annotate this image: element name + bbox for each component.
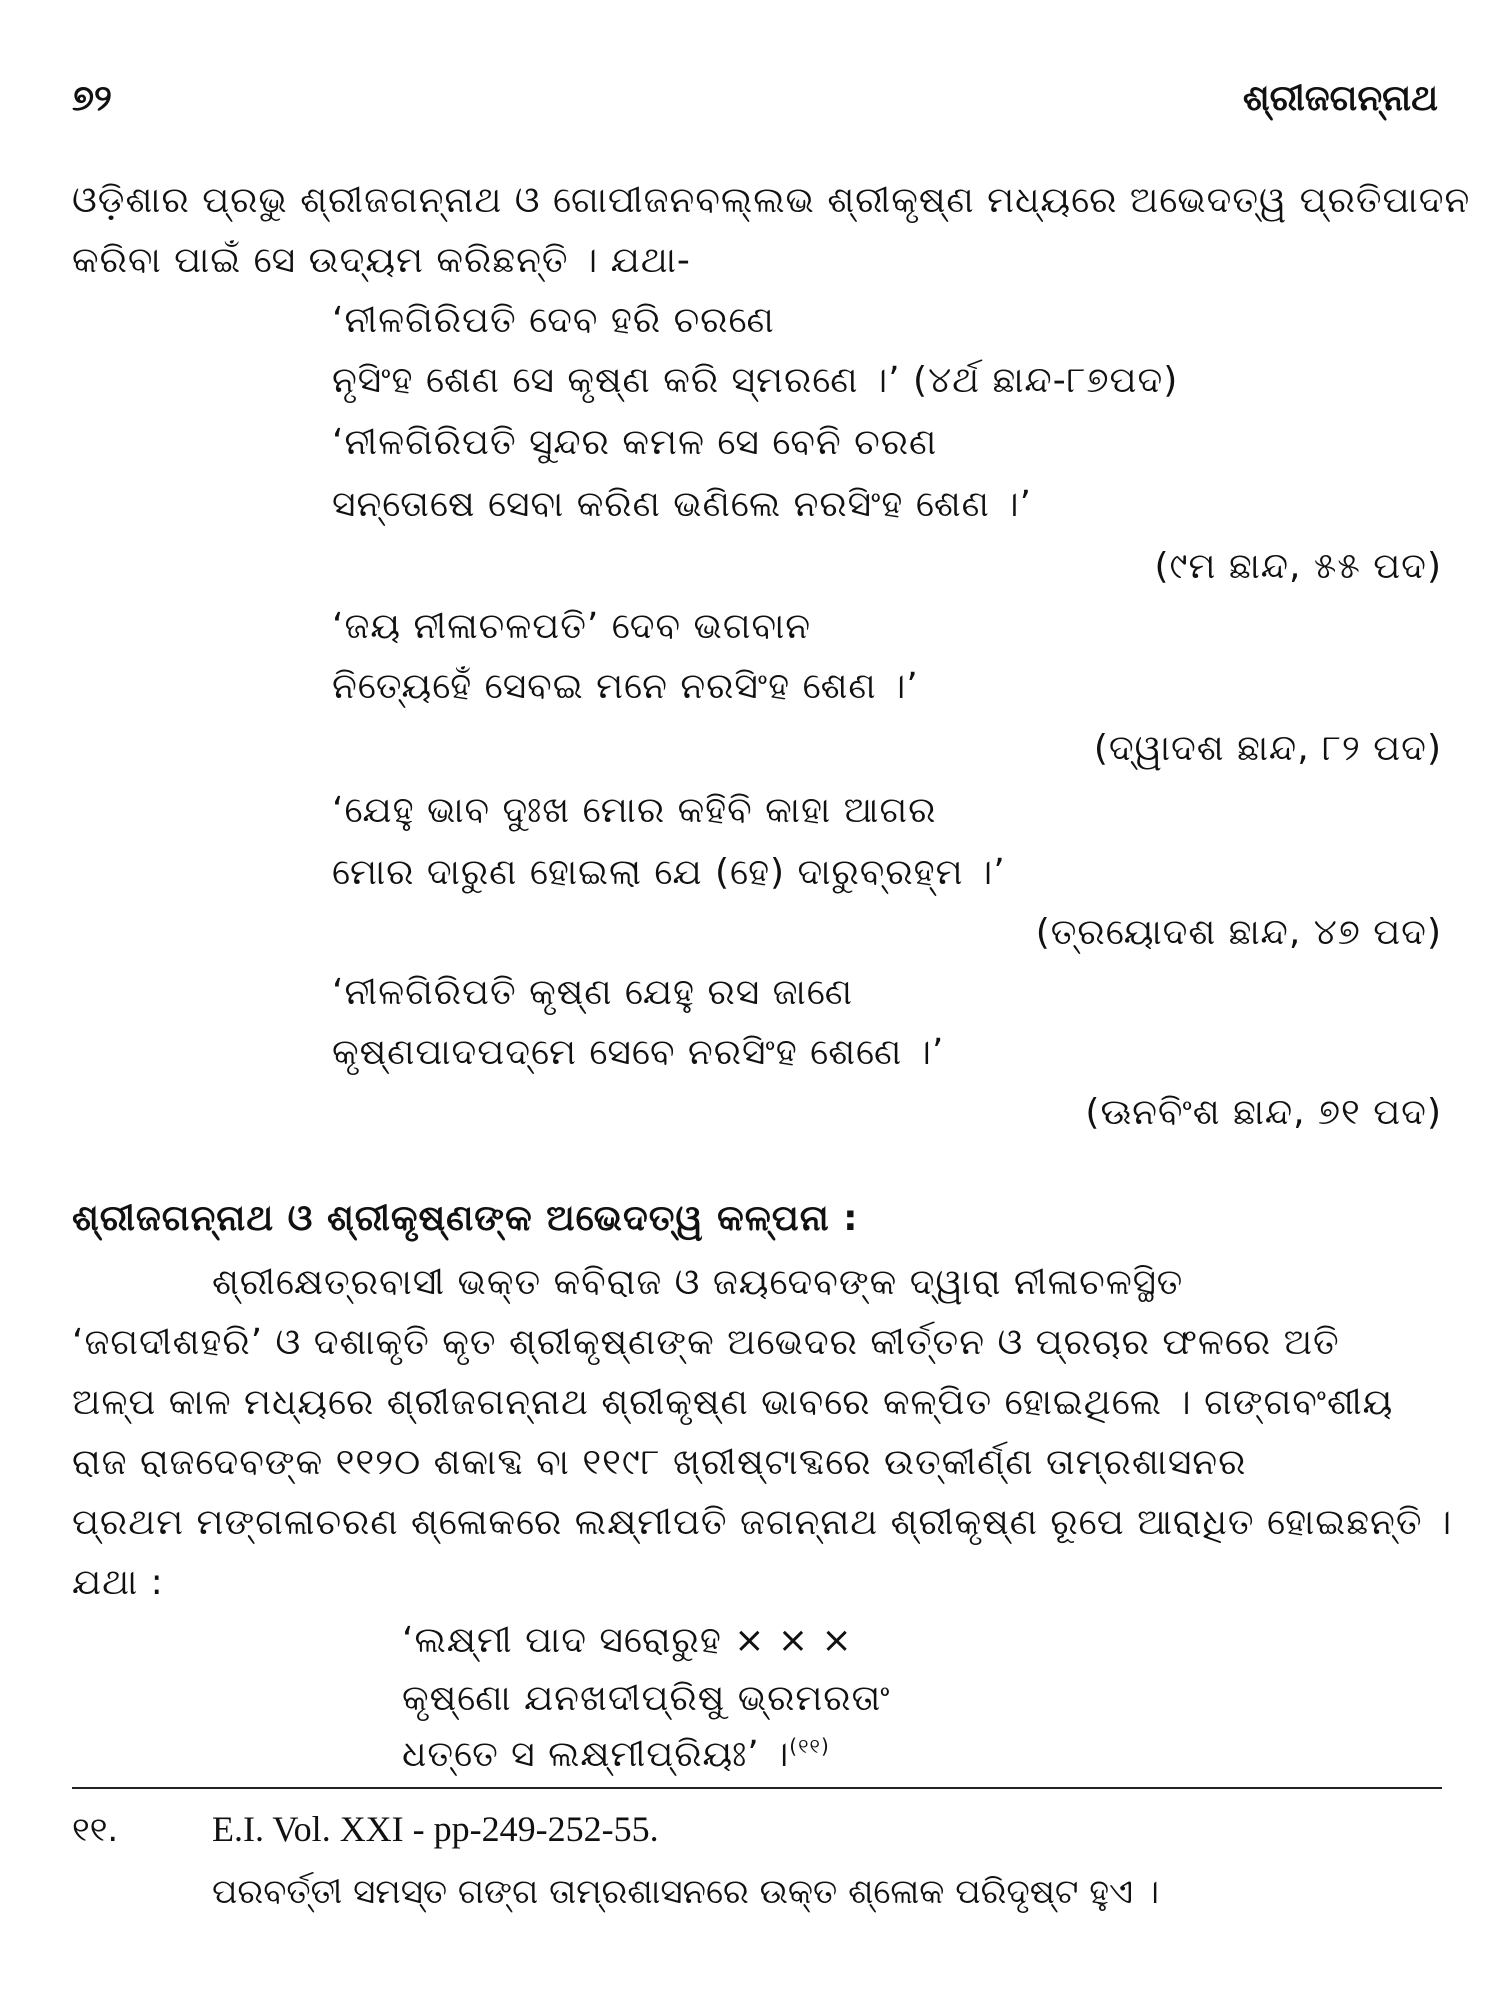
paragraph-line: ଯଥା : bbox=[72, 1562, 164, 1603]
verse-line: ‘ନୀଳଗିରିପତି ଦେବ ହରି ଚରଣେ bbox=[332, 300, 775, 341]
verse-line: ‘ଯେହୁ ଭାବ ଦୁଃଖ ମୋର କହିବି କାହା ଆଗର bbox=[332, 790, 937, 831]
shloka-line: ‘ଲକ୍ଷ୍ମୀ ପାଦ ସରୋରୁହ × × × bbox=[402, 1620, 853, 1661]
verse-citation: (୯ମ ଛାନ୍ଦ, ୫୫ ପଦ) bbox=[1154, 546, 1442, 587]
shloka-line: କୃଷ୍ଣୋ ଯନଖଦୀପ୍ରିଷୁ ଭ୍ରମରତାଂ bbox=[402, 1678, 891, 1719]
paragraph-line: ପ୍ରଥମ ମଙ୍ଗଳାଚରଣ ଶ୍ଳୋକରେ ଲକ୍ଷ୍ମୀପତି ଜଗନ୍ନାଥ ଶ୍ରୀକୃଷ୍ଣ ରୂପେ ଆରାଧିତ ହୋଇଛନ୍ତି । bbox=[72, 1502, 1453, 1543]
paragraph-line: ଶ୍ରୀକ୍ଷେତ୍ରବାସୀ ଭକ୍ତ କବିରାଜ ଓ ଜୟଦେବଙ୍କ ଦ୍ୱାରା ନୀଳାଚଳସ୍ଥିତ bbox=[212, 1262, 1184, 1303]
footnote-divider bbox=[72, 1787, 1442, 1789]
verse-line: ‘ନୀଳଗିରିପତି କୃଷ୍ଣ ଯେହୁ ରସ ଜାଣେ bbox=[332, 972, 853, 1013]
verse-citation: (ତ୍ରୟୋଦଶ ଛାନ୍ଦ, ୪୭ ପଦ) bbox=[1035, 912, 1442, 953]
verse-line: ମୋର ଦାରୁଣ ହୋଇଲା ଯେ (ହେ) ଦାରୁବ୍ରହ୍ମ ।’ bbox=[332, 852, 1006, 893]
footnote bbox=[72, 1800, 1442, 1930]
verse-citation: (ଦ୍ୱାଦଶ ଛାନ୍ଦ, ୮୨ ପଦ) bbox=[1093, 728, 1442, 769]
verse-citation: (ଊନବିଂଶ ଛାନ୍ଦ, ୭୧ ପଦ) bbox=[1085, 1092, 1442, 1133]
footnote-number: ୧୧. bbox=[72, 1810, 119, 1850]
footnote-reference: E.I. Vol. XXI - pp-249-252-55. bbox=[212, 1809, 659, 1849]
paragraph-line: ଅଳ୍ପ କାଳ ମଧ୍ୟରେ ଶ୍ରୀଜଗନ୍ନାଥ ଶ୍ରୀକୃଷ୍ଣ ଭାବରେ କଳ୍ପିତ ହୋଇଥିଲେ । ଗଙ୍ଗବଂଶୀୟ bbox=[72, 1382, 1394, 1423]
verse-line: ନିତ୍ୟେହେଁ ସେବଇ ମନେ ନରସିଂହ ଶେଣ ।’ bbox=[332, 666, 919, 707]
verse-line: ‘ଜୟ ନୀଳାଚଳପତି’ ଦେବ ଭଗବାନ bbox=[332, 606, 812, 647]
running-title: ଶ୍ରୀଜଗନ୍ନାଥ bbox=[1242, 78, 1438, 119]
page-number: ୭୨ bbox=[72, 78, 112, 119]
intro-line: କରିବା ପାଇଁ ସେ ଉଦ୍ୟମ କରିଛନ୍ତି । ଯଥା- bbox=[72, 240, 691, 281]
shloka-line bbox=[402, 1734, 830, 1776]
paragraph-line: ‘ଜଗଦୀଶହରି’ ଓ ଦଶାକୃତି କୃତ ଶ୍ରୀକୃଷ୍ଣଙ୍କ ଅଭେଦର କୀର୍ତ୍ତନ ଓ ପ୍ରଚାର ଫଳରେ ଅତି bbox=[72, 1322, 1340, 1363]
footnote-marker: (୧୧) bbox=[789, 1734, 830, 1758]
verse-line: ନୃସିଂହ ଶେଣ ସେ କୃଷ୍ଣ କରି ସ୍ମରଣେ ।’ (୪ର୍ଥ ଛାନ୍ଦ-୮୭ପଦ) bbox=[332, 360, 1179, 401]
section-heading: ଶ୍ରୀଜଗନ୍ନାଥ ଓ ଶ୍ରୀକୃଷ୍ଣଙ୍କ ଅଭେଦତ୍ୱ କଳ୍ପନା : bbox=[72, 1198, 859, 1239]
paragraph-line: ରାଜ ରାଜଦେବଙ୍କ ୧୧୨୦ ଶକାବ୍ଦ ବା ୧୧୯୮ ଖ୍ରୀଷ୍ଟାବ୍ଦରେ ଉତ୍କୀର୍ଣ୍ଣ ତାମ୍ରଶାସନର bbox=[72, 1442, 1247, 1483]
verse-line: ‘ନୀଳଗିରିପତି ସୁନ୍ଦର କମଳ ସେ ବେନି ଚରଣ bbox=[332, 422, 938, 463]
footnote-note: ପରବର୍ତ୍ତୀ ସମସ୍ତ ଗଙ୍ଗ ତାମ୍ରଶାସନରେ ଉକ୍ତ ଶ୍ଳୋକ ପରିଦୃଷ୍ଟ ହୁଏ । bbox=[212, 1872, 1160, 1912]
verse-line: ସନ୍ତୋଷେ ସେବା କରିଣ ଭଣିଲେ ନରସିଂହ ଶେଣ ।’ bbox=[332, 484, 1032, 525]
shloka-last-line-text: ଧତ୍ତେ ସ ଲକ୍ଷ୍ମୀପ୍ରିୟଃ’ । bbox=[402, 1734, 790, 1775]
intro-line: ଓଡ଼ିଶାର ପ୍ରଭୁ ଶ୍ରୀଜଗନ୍ନାଥ ଓ ଗୋପୀଜନବଲ୍ଲଭ ଶ୍ରୀକୃଷ୍ଣ ମଧ୍ୟରେ ଅଭେଦତ୍ୱ ପ୍ରତିପାଦନ bbox=[72, 180, 1471, 221]
main-text bbox=[72, 0, 1471, 1780]
verse-line: କୃଷ୍ଣପାଦପଦ୍ମେ ସେବେ ନରସିଂହ ଶେଣେ ।’ bbox=[332, 1032, 945, 1073]
